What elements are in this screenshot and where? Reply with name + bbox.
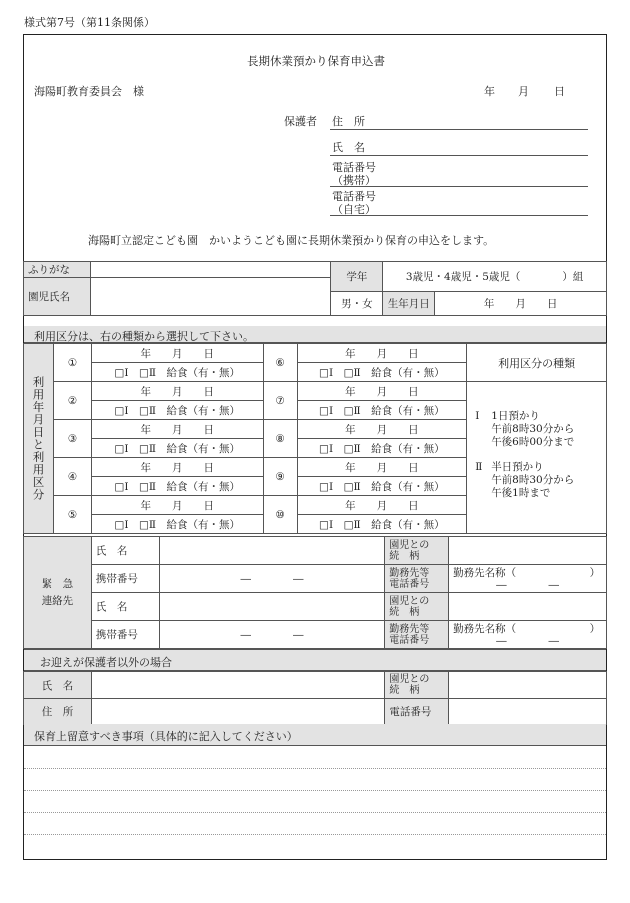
emergency1-work-line2: 電話番号 xyxy=(389,578,430,590)
pickup-phone-label: 電話番号 xyxy=(385,699,449,725)
grade-label: 学年 xyxy=(331,262,383,292)
emergency2-relation-line2: 続 柄 xyxy=(389,606,420,618)
emergency1-relation-line1: 園児との xyxy=(389,539,430,551)
usage-date-6[interactable]: 年 月 日 xyxy=(297,344,467,363)
emergency2-work-label xyxy=(385,621,449,649)
pickup-name-label: 氏 名 xyxy=(24,672,92,699)
guardian-address-field[interactable] xyxy=(330,129,588,130)
notes-line xyxy=(24,768,606,769)
usage-number-8: ⑧ xyxy=(263,420,297,458)
notes-line xyxy=(24,812,606,813)
usage-options-3[interactable]: □Ⅰ □Ⅱ 給食（有・無） xyxy=(91,439,263,458)
usage-number-1: ① xyxy=(53,344,91,382)
gender-options[interactable]: 男・女 xyxy=(331,292,383,316)
usage-date-7[interactable]: 年 月 日 xyxy=(297,382,467,401)
usage-table xyxy=(23,343,607,534)
usage-options-7[interactable]: □Ⅰ □Ⅱ 給食（有・無） xyxy=(297,401,467,420)
usage-date-9[interactable]: 年 月 日 xyxy=(297,458,467,477)
emergency2-mobile-label: 携帯番号 xyxy=(91,621,159,649)
usage-options-5[interactable]: □Ⅰ □Ⅱ 給食（有・無） xyxy=(91,515,263,534)
type1-line1: 1日預かり xyxy=(491,410,540,422)
emergency2-work-phone: ― ― xyxy=(496,634,560,647)
birthdate-label: 生年月日 xyxy=(383,292,435,316)
guardian-label: 保護者 xyxy=(284,115,317,128)
child-name-label: 園児氏名 xyxy=(24,278,91,316)
guardian-name-field[interactable] xyxy=(330,155,588,156)
usage-date-1[interactable]: 年 月 日 xyxy=(91,344,263,363)
emergency1-mobile-label: 携帯番号 xyxy=(91,565,159,593)
usage-date-8[interactable]: 年 月 日 xyxy=(297,420,467,439)
emergency-table xyxy=(23,536,607,649)
notes-line xyxy=(24,834,606,835)
emergency1-work-label xyxy=(385,565,449,593)
emergency2-work-line2: 電話番号 xyxy=(389,634,430,646)
guardian-name-label: 氏 名 xyxy=(332,141,365,154)
guardian-home-field[interactable] xyxy=(330,215,588,216)
emergency1-relation-field[interactable] xyxy=(449,537,607,565)
notes-header: 保育上留意すべき事項（具体的に記入してください） xyxy=(24,724,606,746)
usage-options-4[interactable]: □Ⅰ □Ⅱ 給食（有・無） xyxy=(91,477,263,496)
usage-date-10[interactable]: 年 月 日 xyxy=(297,496,467,515)
guardian-home-sublabel: （自宅） xyxy=(332,203,376,216)
emergency1-work-name: 勤務先名称（ ） xyxy=(453,566,601,579)
usage-number-2: ② xyxy=(53,382,91,420)
guardian-mobile-label: 電話番号 xyxy=(332,161,376,174)
emergency2-relation-line1: 園児との xyxy=(389,595,430,607)
notes-field[interactable] xyxy=(24,746,606,858)
usage-number-7: ⑦ xyxy=(263,382,297,420)
form-frame xyxy=(23,34,607,860)
emergency2-name-field[interactable] xyxy=(159,593,385,621)
emergency1-work-line1: 勤務先等 xyxy=(389,567,430,579)
emergency2-work-field[interactable] xyxy=(449,621,607,649)
pickup-relation-field[interactable] xyxy=(449,672,607,699)
usage-options-9[interactable]: □Ⅰ □Ⅱ 給食（有・無） xyxy=(297,477,467,496)
date-month-label: 月 xyxy=(518,85,529,98)
emergency2-relation-label xyxy=(385,593,449,621)
type2-number: Ⅱ xyxy=(475,461,483,473)
emergency2-name-label: 氏 名 xyxy=(91,593,159,621)
furigana-field[interactable] xyxy=(90,262,330,278)
usage-number-9: ⑨ xyxy=(263,458,297,496)
birthdate-field[interactable]: 年 月 日 xyxy=(435,292,607,316)
pickup-relation-label xyxy=(385,672,449,699)
emergency1-work-phone: ― ― xyxy=(496,578,560,591)
usage-options-8[interactable]: □Ⅰ □Ⅱ 給食（有・無） xyxy=(297,439,467,458)
grade-options[interactable]: 3歳児・4歳児・5歳児（ ）組 xyxy=(383,262,607,292)
pickup-address-field[interactable] xyxy=(91,699,384,725)
usage-date-4[interactable]: 年 月 日 xyxy=(91,458,263,477)
type2-line3: 午後1時まで xyxy=(491,487,551,499)
usage-number-10: ⑩ xyxy=(263,496,297,534)
usage-number-3: ③ xyxy=(53,420,91,458)
emergency-label-line2: 連絡先 xyxy=(41,594,74,607)
emergency1-work-field[interactable] xyxy=(449,565,607,593)
notes-line xyxy=(24,790,606,791)
form-title: 長期休業預かり保育申込書 xyxy=(247,54,385,68)
usage-instruction: 利用区分は、右の種類から選択して下さい。 xyxy=(24,326,606,343)
usage-options-1[interactable]: □Ⅰ □Ⅱ 給食（有・無） xyxy=(91,363,263,382)
usage-side-label: 利用年月日と利用区分 xyxy=(31,376,46,501)
type1-line3: 午後6時00分まで xyxy=(491,436,575,448)
pickup-relation-line1: 園児との xyxy=(389,674,430,685)
guardian-mobile-sublabel: （携帯） xyxy=(332,174,376,187)
usage-number-5: ⑤ xyxy=(53,496,91,534)
usage-options-6[interactable]: □Ⅰ □Ⅱ 給食（有・無） xyxy=(297,363,467,382)
emergency2-mobile-field[interactable]: ― ― xyxy=(159,621,385,649)
child-name-field[interactable] xyxy=(90,278,330,316)
usage-options-2[interactable]: □Ⅰ □Ⅱ 給食（有・無） xyxy=(91,401,263,420)
emergency1-relation-label xyxy=(385,537,449,565)
usage-date-3[interactable]: 年 月 日 xyxy=(91,420,263,439)
emergency2-work-name: 勤務先名称（ ） xyxy=(453,622,601,635)
usage-number-4: ④ xyxy=(53,458,91,496)
date-day-label: 日 xyxy=(554,85,565,98)
pickup-phone-field[interactable] xyxy=(449,699,607,725)
emergency2-work-line1: 勤務先等 xyxy=(389,623,430,635)
pickup-name-field[interactable] xyxy=(91,672,384,699)
pickup-table xyxy=(23,671,607,725)
usage-number-6: ⑥ xyxy=(263,344,297,382)
emergency1-mobile-field[interactable]: ― ― xyxy=(159,565,385,593)
pickup-address-label: 住 所 xyxy=(24,699,92,725)
type2-line2: 午前8時30分から xyxy=(491,474,575,486)
pickup-header: お迎えが保護者以外の場合 xyxy=(24,649,606,671)
emergency-label-line1: 緊 急 xyxy=(41,577,74,590)
form-reference: 様式第7号（第11条関係） xyxy=(24,16,155,29)
application-statement: 海陽町立認定こども園 かいようこども園に長期休業預かり保育の申込をします。 xyxy=(88,234,495,247)
guardian-home-label: 電話番号 xyxy=(332,190,376,203)
guardian-address-label: 住 所 xyxy=(332,115,365,128)
guardian-mobile-field[interactable] xyxy=(330,186,588,187)
emergency1-name-field[interactable] xyxy=(159,537,385,565)
pickup-relation-line2: 続 柄 xyxy=(389,685,420,696)
usage-date-5[interactable]: 年 月 日 xyxy=(91,496,263,515)
usage-date-2[interactable]: 年 月 日 xyxy=(91,382,263,401)
emergency2-relation-field[interactable] xyxy=(449,593,607,621)
usage-types-box xyxy=(467,382,607,534)
addressee: 海陽町教育委員会 様 xyxy=(34,85,144,98)
furigana-label: ふりがな xyxy=(24,262,91,278)
emergency-label xyxy=(24,537,92,649)
usage-types-title: 利用区分の種類 xyxy=(467,344,607,382)
emergency1-relation-line2: 続 柄 xyxy=(389,550,420,562)
type1-number: Ⅰ xyxy=(475,410,480,422)
usage-options-10[interactable]: □Ⅰ □Ⅱ 給食（有・無） xyxy=(297,515,467,534)
type1-line2: 午前8時30分から xyxy=(491,423,575,435)
date-year-label: 年 xyxy=(484,85,495,98)
child-info-table xyxy=(23,261,607,316)
type2-line1: 半日預かり xyxy=(491,461,544,473)
emergency1-name-label: 氏 名 xyxy=(91,537,159,565)
